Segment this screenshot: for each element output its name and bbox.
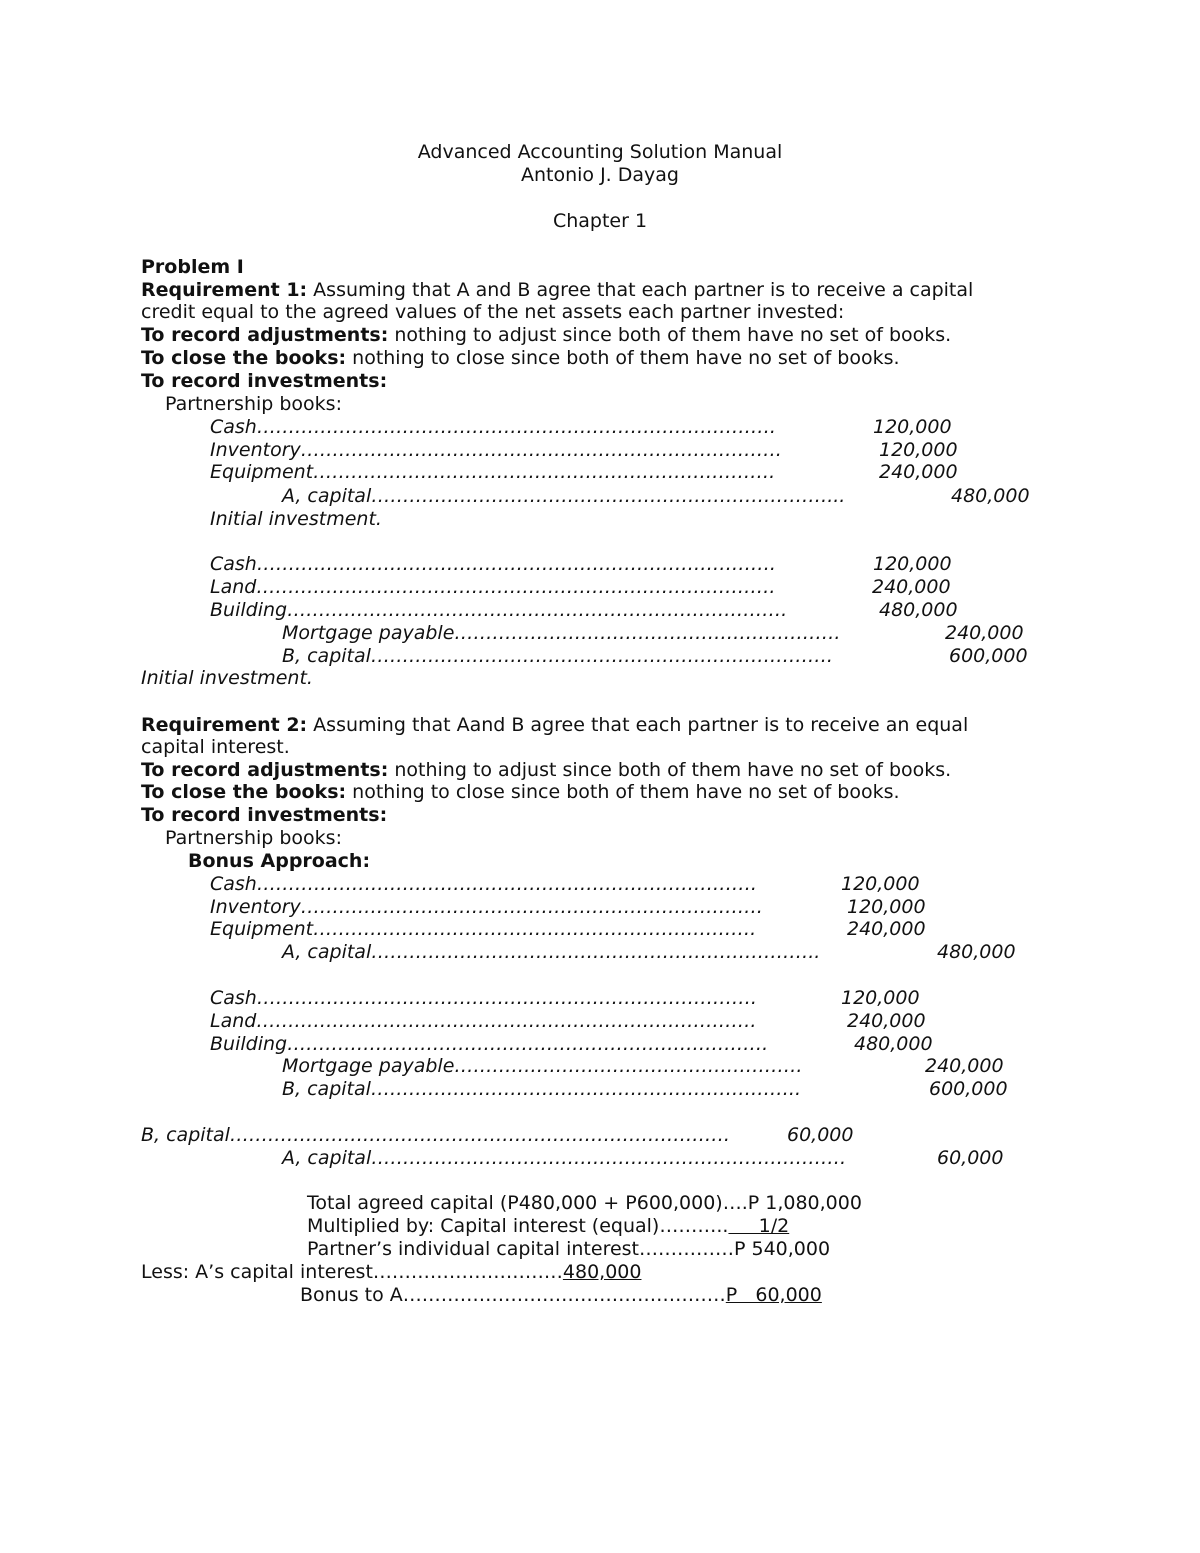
close-books-text: nothing to close since both of them have no set of books.	[346, 347, 900, 369]
requirement-1	[141, 279, 973, 301]
credit-amount: 480,000	[937, 941, 1016, 963]
credit-amount: 600,000	[929, 1078, 1008, 1100]
author: Antonio J. Dayag	[520, 164, 679, 186]
credit-amount: 60,000	[937, 1147, 1004, 1169]
debit-amount: 120,000	[879, 439, 958, 461]
a-capital-interest-value: 480,000	[562, 1261, 642, 1283]
adjustments-label: To record adjustments:	[141, 759, 389, 781]
individual-capital-interest: Partner’s individual capital interest……………P 540,000	[307, 1238, 831, 1260]
credit-amount: 240,000	[925, 1055, 1004, 1077]
adjustments-label: To record adjustments:	[141, 324, 389, 346]
journal-account-cash: Cash……………………………………………………………………….	[210, 416, 776, 438]
close-books-label: To close the books:	[141, 347, 347, 369]
journal-account-a-capital: A, capital………………………………………………………………...	[282, 485, 846, 507]
debit-amount: 120,000	[873, 553, 952, 575]
bonus-approach-label: Bonus Approach:	[188, 850, 371, 872]
journal-account-cash: Cash……………………………………………………………………….	[210, 553, 776, 575]
debit-amount: 120,000	[847, 896, 926, 918]
debit-amount: 240,000	[879, 461, 958, 483]
adjustments-line	[141, 759, 951, 781]
journal-account-a-capital: A, capital……………………………………………………………..	[282, 941, 821, 963]
debit-amount: 240,000	[847, 1010, 926, 1032]
journal-account-mortgage: Mortgage payable…………………………………………………….	[282, 622, 841, 644]
journal-account-b-capital: B, capital…………………………………………………………………….	[141, 1124, 730, 1146]
total-agreed-capital: Total agreed capital (P480,000 + P600,000)….P 1,080,000	[307, 1192, 862, 1214]
requirement-2-text-cont: capital interest.	[141, 736, 290, 758]
close-books-text: nothing to close since both of them have no set of books.	[346, 781, 900, 803]
debit-amount: 480,000	[854, 1033, 933, 1055]
debit-amount: 120,000	[873, 416, 952, 438]
journal-account-cash: Cash…………………………………………………………………….	[210, 987, 757, 1009]
debit-amount: 240,000	[872, 576, 951, 598]
requirement-2	[141, 714, 968, 736]
debit-amount: 120,000	[841, 987, 920, 1009]
less-a-capital-line	[141, 1261, 641, 1283]
journal-account-b-capital: B, capital……………………………………………………………….	[282, 645, 833, 667]
adjustments-text: nothing to adjust since both of them have no set of books.	[388, 324, 952, 346]
debit-amount: 480,000	[879, 599, 958, 621]
credit-amount: 480,000	[951, 485, 1030, 507]
bonus-to-a-value: P 60,000	[725, 1284, 822, 1306]
journal-account-inventory: Inventory……………………………………………………………….	[210, 896, 763, 918]
close-books-line	[141, 781, 900, 803]
journal-account-cash: Cash…………………………………………………………………….	[210, 873, 757, 895]
journal-account-equipment: Equipment…………………………………………………………….	[210, 918, 757, 940]
adjustments-text: nothing to adjust since both of them have no set of books.	[388, 759, 952, 781]
requirement-1-text-cont: credit equal to the agreed values of the net assets each partner invested:	[141, 301, 845, 323]
journal-memo: Initial investment.	[210, 508, 382, 530]
journal-account-a-capital: A, capital…………………………………………………………………	[282, 1147, 847, 1169]
debit-amount: 120,000	[841, 873, 920, 895]
journal-account-equipment: Equipment……………………………………………………………….	[210, 461, 776, 483]
close-books-line	[141, 347, 900, 369]
requirement-1-label: Requirement 1:	[141, 279, 308, 301]
requirement-1-text: Assuming that A and B agree that each partner is to receive a capital	[307, 279, 974, 301]
credit-amount: 600,000	[949, 645, 1028, 667]
partnership-books-label: Partnership books:	[165, 393, 342, 415]
journal-account-building: Building…………………………………………………………………….	[210, 599, 788, 621]
adjustments-line	[141, 324, 951, 346]
capital-interest-fraction: 1/2	[728, 1215, 790, 1237]
debit-amount: 60,000	[787, 1124, 854, 1146]
credit-amount: 240,000	[945, 622, 1024, 644]
requirement-2-text: Assuming that Aand B agree that each partner is to receive an equal	[307, 714, 969, 736]
problem-heading: Problem I	[141, 256, 244, 278]
investments-label: To record investments:	[141, 804, 388, 826]
journal-account-mortgage: Mortgage payable……………………………………………….	[282, 1055, 803, 1077]
debit-amount: 240,000	[847, 918, 926, 940]
journal-account-land: Land…………………………………………………………………….	[210, 1010, 757, 1032]
journal-account-land: Land……………………………………………………………………….	[210, 576, 776, 598]
multiplied-by-label: Multiplied by: Capital interest (equal)………..	[307, 1215, 729, 1237]
document-title: Advanced Accounting Solution Manual	[417, 141, 783, 163]
multiplied-by-line	[307, 1215, 789, 1237]
bonus-to-a-line	[300, 1284, 822, 1306]
journal-account-inventory: Inventory………………………………………………………………….	[210, 439, 782, 461]
journal-memo: Initial investment.	[141, 667, 313, 689]
investments-label: To record investments:	[141, 370, 388, 392]
less-a-capital-label: Less: A’s capital interest…………………………	[141, 1261, 563, 1283]
journal-account-building: Building………………………………………………………………….	[210, 1033, 769, 1055]
requirement-2-label: Requirement 2:	[141, 714, 308, 736]
chapter-heading: Chapter 1	[552, 210, 648, 232]
bonus-to-a-label: Bonus to A……………………………………………	[300, 1284, 726, 1306]
partnership-books-label: Partnership books:	[165, 827, 342, 849]
journal-account-b-capital: B, capital…………………………………………………………..	[282, 1078, 801, 1100]
close-books-label: To close the books:	[141, 781, 347, 803]
